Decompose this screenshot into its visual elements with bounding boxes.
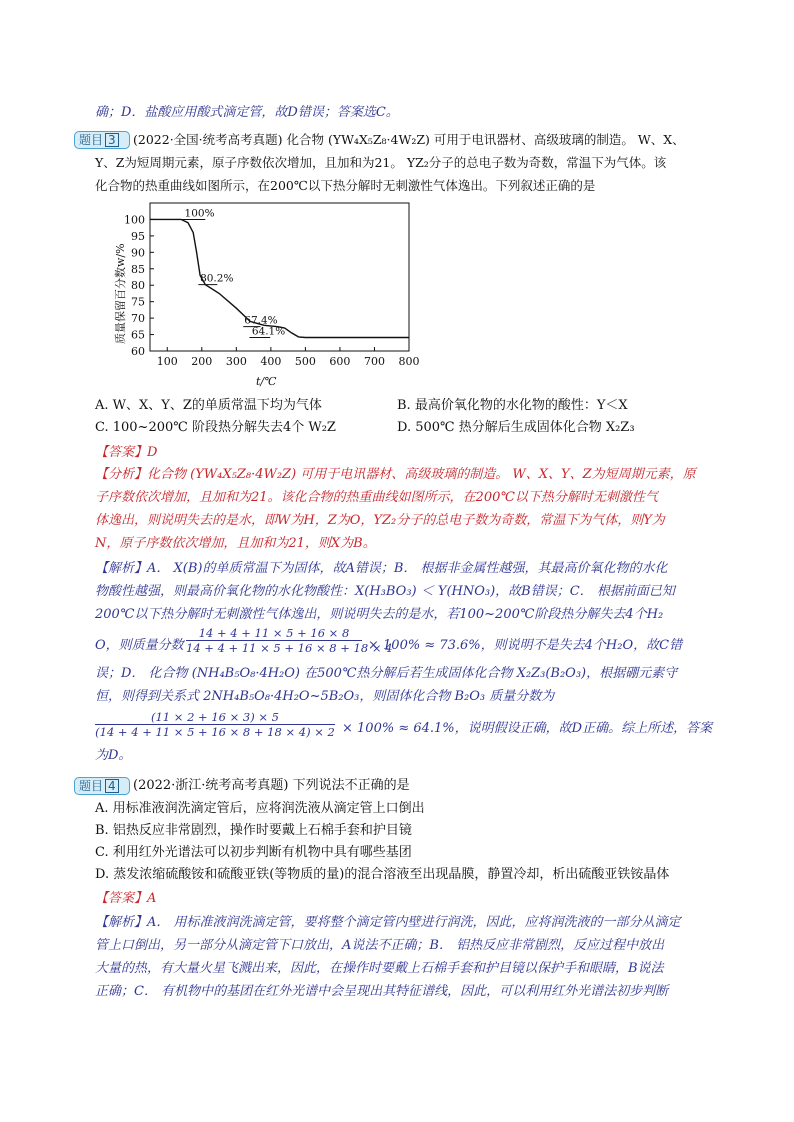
choice-d: D. 蒸发浓缩硫酸铵和硫酸亚铁(等物质的量)的混合溶液至出现晶膜，静置冷却，析出硫酸亚铁铵晶体 — [95, 867, 670, 882]
question-tag-label: 题目 — [79, 779, 104, 793]
y-tick-label: 85 — [131, 262, 145, 276]
x-tick-label: 300 — [225, 355, 247, 368]
answer-label: 【答案】D — [95, 445, 158, 460]
solution-line: 【解析】A． 用标准液润洗滴定管，要将整个滴定管内壁进行润洗，因此，应将润洗液的一部分从滴定 — [95, 915, 681, 930]
question-tag-label: 题目 — [79, 133, 104, 147]
x-tick-label: 600 — [329, 355, 351, 368]
solution-line: × 100% ≈ 64.1%，说明假设正确，故D正确。综上所述，答案 — [342, 721, 713, 736]
choice-b: B. 铝热反应非常剧烈，操作时要戴上石棉手套和护目镜 — [95, 823, 412, 838]
y-tick-label: 60 — [131, 345, 145, 358]
y-tick-label: 95 — [131, 229, 145, 243]
solution-line: 【解析】A． X(B)的单质常温下为固体，故A错误；B． 根据非金属性越强，其最高价氧化物的水化 — [95, 561, 668, 576]
thermogravimetric-chart — [100, 196, 430, 390]
mass-fraction-formula — [186, 626, 393, 655]
question-number: 3 — [105, 133, 119, 147]
x-tick-label: 100 — [156, 355, 178, 368]
fraction-numerator: 14 + 4 + 11 × 5 + 16 × 8 — [198, 626, 350, 640]
question-stem: (2022·浙江·统考高考真题) 下列说法不正确的是 — [133, 778, 410, 793]
x-tick-label: 700 — [363, 355, 385, 368]
solution-line: 正确；C． 有机物中的基团在红外光谱中会呈现出其特征谱线，因此，可以利用红外光谱法初步判断 — [95, 984, 669, 999]
y-tick-label: 100 — [124, 213, 145, 227]
annotation-label: 100% — [184, 207, 215, 220]
y-tick-label: 80 — [131, 279, 145, 293]
question-stem: 化合物的热重曲线如图所示，在200℃以下热分解时无刺激性气体逸出。下列叙述正确的是 — [95, 178, 596, 193]
annotation-label: 67.4% — [244, 314, 278, 327]
choice-d: D. 500℃ 热分解后生成固体化合物 X₂Z₃ — [397, 420, 635, 435]
choice-c: C. 100~200℃ 阶段热分解失去4个 W₂Z — [95, 420, 336, 435]
annotation-label: 64.1% — [251, 325, 286, 338]
question-number: 4 — [105, 779, 119, 793]
analysis-line: 【分析】化合物 (YW₄X₅Z₈·4W₂Z) 可用于电讯器材、高级玻璃的制造。 W、X、Y、Z为短周期元素，原 — [95, 467, 696, 482]
annotation-label: 80.2% — [200, 272, 234, 285]
question-tag — [74, 131, 130, 149]
y-tick-label: 65 — [131, 328, 145, 342]
fraction-denominator: 14 + 4 + 11 × 5 + 16 × 8 + 18 × 4 — [186, 641, 393, 655]
fraction-denominator: (14 + 4 + 11 × 5 + 16 × 8 + 18 × 4) × 2 — [95, 725, 335, 739]
solution-line: 大量的热，有大量火星飞溅出来，因此，在操作时要戴上石棉手套和护目镜以保护手和眼睛，B说法 — [95, 961, 664, 976]
solution-line: 误；D． 化合物 (NH₄B₅O₈·4H₂O) 在500℃热分解后若生成固体化合物 X₂Z₃(B₂O₃)，根据硼元素守 — [95, 666, 678, 681]
analysis-line: 体逸出，则说明失去的是水，即W为H，Z为O，YZ₂分子的总电子数为奇数，常温下为气体，则Y为 — [95, 513, 665, 528]
x-axis-label: t/℃ — [256, 375, 277, 388]
y-axis-label: 质量保留百分数w/% — [114, 243, 127, 344]
solution-line: O，则质量分数 — [95, 638, 184, 653]
solution-line: 恒，则得到关系式 2NH₄B₅O₈·4H₂O~5B₂O₃，则固体化合物 B₂O₃ 质量分数为 — [95, 689, 555, 704]
x-tick-label: 400 — [260, 355, 282, 368]
y-tick-label: 90 — [131, 246, 145, 260]
choice-a: A. W、X、Y、Z的单质常温下均为气体 — [95, 398, 322, 413]
tg-curve — [150, 219, 409, 337]
x-tick-label: 200 — [191, 355, 213, 368]
x-tick-label: 500 — [294, 355, 316, 368]
solution-line: 物酸性越强，则最高价氧化物的水化物酸性：X(H₃BO₃) ＜ Y(HNO₃)，故B错误；C． 根据前面已知 — [95, 584, 675, 599]
solution-line: 200℃以下热分解时无刺激性气体逸出，则说明失去的是水，若100~200℃阶段热分解失去4个H₂ — [95, 607, 664, 622]
solution-line: 管上口倒出，另一部分从滴定管下口放出，A说法不正确；B． 铝热反应非常剧烈，反应过程中放出 — [95, 938, 665, 953]
question-stem: (2022·全国·统考高考真题) 化合物 (YW₄X₅Z₈·4W₂Z) 可用于电讯器材、高级玻璃的制造。 W、X、 — [133, 132, 685, 147]
choice-b: B. 最高价氧化物的水化物的酸性：Y＜X — [397, 398, 628, 413]
fraction-numerator: (11 × 2 + 16 × 3) × 5 — [151, 710, 279, 724]
question-tag — [74, 777, 130, 795]
solution-line: × 100% ≈ 73.6%，则说明不是失去4个H₂O，故C错 — [368, 638, 683, 653]
x-tick-label: 800 — [398, 355, 420, 368]
answer-label: 【答案】A — [95, 891, 157, 906]
prev-solution-tail: 确；D．盐酸应用酸式滴定管，故D错误；答案选C。 — [95, 105, 399, 120]
question-stem: Y、Z为短周期元素，原子序数依次增加，且加和为21。 YZ₂分子的总电子数为奇数，常温下为气体。该 — [95, 155, 667, 170]
analysis-line: N，原子序数依次增加，且加和为21，则X为B。 — [95, 536, 376, 551]
analysis-line: 子序数依次增加，且加和为21。该化合物的热重曲线如图所示，在200℃以下热分解时无刺激性气 — [95, 490, 658, 505]
choice-c: C. 利用红外光谱法可以初步判断有机物中具有哪些基团 — [95, 845, 412, 860]
y-tick-label: 70 — [131, 312, 145, 326]
mass-fraction-formula — [95, 710, 335, 739]
y-tick-label: 75 — [131, 295, 145, 309]
solution-line: 为D。 — [95, 748, 132, 763]
choice-a: A. 用标准液润洗滴定管后，应将润洗液从滴定管上口倒出 — [95, 801, 425, 816]
